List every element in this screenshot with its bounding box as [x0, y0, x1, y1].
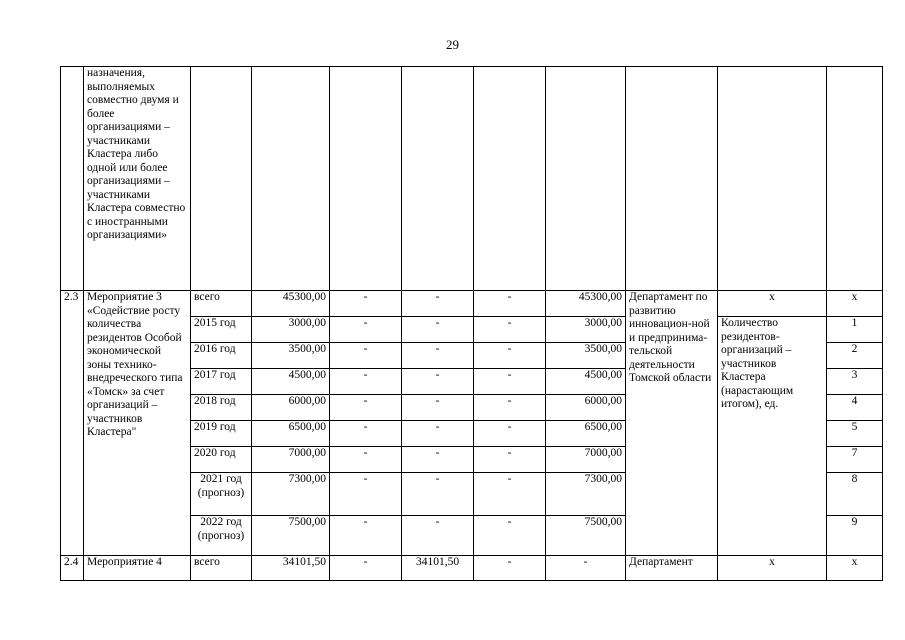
funding-cell: -	[474, 421, 546, 447]
period-cell: всего	[191, 556, 252, 581]
total-cell: 45300,00	[252, 291, 330, 317]
indicator-value: 1	[827, 317, 883, 343]
total-cell: 7000,00	[252, 447, 330, 473]
total-cell: 6000,00	[252, 395, 330, 421]
total-cell: 34101,50	[252, 556, 330, 581]
funding-cell: 6000,00	[546, 395, 626, 421]
row-number: 2.3	[61, 291, 84, 556]
funding-cell: -	[330, 369, 402, 395]
funding-cell: -	[330, 421, 402, 447]
funding-cell: -	[330, 556, 402, 581]
indicator-value: 9	[827, 516, 883, 556]
funding-cell: -	[330, 343, 402, 369]
value-x: х	[827, 556, 883, 581]
funding-cell: 4500,00	[546, 369, 626, 395]
continuation-text: назначения, выполняемых совместно двумя и более организациями – участниками Кластера либо одной или более организациями – участниками Кластера совместно с иностранными организациями»	[84, 67, 191, 291]
funding-cell: -	[474, 556, 546, 581]
responsible-cell: Департамент	[626, 556, 718, 581]
total-cell: 3500,00	[252, 343, 330, 369]
program-table	[60, 66, 883, 581]
funding-cell: -	[402, 395, 474, 421]
funding-cell: -	[474, 369, 546, 395]
period-cell: 2016 год	[191, 343, 252, 369]
indicator-x: х	[718, 556, 827, 581]
funding-cell: -	[402, 447, 474, 473]
period-cell: всего	[191, 291, 252, 317]
funding-cell: -	[402, 291, 474, 317]
total-cell: 4500,00	[252, 369, 330, 395]
funding-cell: 3000,00	[546, 317, 626, 343]
funding-cell: 7500,00	[546, 516, 626, 556]
period-cell: 2019 год	[191, 421, 252, 447]
funding-cell: -	[474, 317, 546, 343]
period-cell: 2017 год	[191, 369, 252, 395]
funding-cell: 34101,50	[402, 556, 474, 581]
funding-cell: 45300,00	[546, 291, 626, 317]
funding-cell: 6500,00	[546, 421, 626, 447]
funding-cell: -	[474, 395, 546, 421]
table-row	[61, 67, 883, 291]
funding-cell: -	[330, 516, 402, 556]
page-number: 29	[446, 37, 459, 52]
funding-cell: -	[402, 516, 474, 556]
funding-cell: -	[474, 343, 546, 369]
funding-cell: -	[402, 473, 474, 516]
funding-cell: 3500,00	[546, 343, 626, 369]
funding-cell: -	[474, 473, 546, 516]
total-cell: 6500,00	[252, 421, 330, 447]
row-number: 2.4	[61, 556, 84, 581]
indicator-cell: Количество резидентов-организаций – участников Кластера (нарастающим итогом), ед.	[718, 317, 827, 556]
table-row	[61, 291, 883, 317]
measure-title: Мероприятие 3 «Содействие росту количества резидентов Особой экономической зоны технико-внедреческого типа «Томск» за счет организаций – участников Кластера"	[84, 291, 191, 556]
funding-cell: -	[402, 343, 474, 369]
funding-cell: 7000,00	[546, 447, 626, 473]
period-cell: 2015 год	[191, 317, 252, 343]
funding-cell: -	[330, 317, 402, 343]
funding-cell: -	[330, 447, 402, 473]
period-cell: 2022 год (прогноз)	[191, 516, 252, 556]
period-cell: 2018 год	[191, 395, 252, 421]
table-row	[61, 556, 883, 581]
funding-cell: -	[474, 447, 546, 473]
indicator-value: 7	[827, 447, 883, 473]
measure-title: Мероприятие 4	[84, 556, 191, 581]
indicator-value: 2	[827, 343, 883, 369]
period-cell: 2021 год (прогноз)	[191, 473, 252, 516]
total-cell: 7300,00	[252, 473, 330, 516]
indicator-value: 5	[827, 421, 883, 447]
funding-cell: -	[402, 421, 474, 447]
funding-cell: -	[474, 291, 546, 317]
responsible-cell: Департамент по развитию инновацион-ной и предпринима-тельской деятельности Томской области	[626, 291, 718, 556]
period-cell: 2020 год	[191, 447, 252, 473]
funding-cell: -	[330, 291, 402, 317]
indicator-value: 3	[827, 369, 883, 395]
indicator-x: х	[718, 291, 827, 317]
indicator-value: 4	[827, 395, 883, 421]
funding-cell: -	[474, 516, 546, 556]
funding-cell: -	[402, 369, 474, 395]
funding-cell: -	[330, 473, 402, 516]
value-x: х	[827, 291, 883, 317]
total-cell: 7500,00	[252, 516, 330, 556]
funding-cell: 7300,00	[546, 473, 626, 516]
total-cell: 3000,00	[252, 317, 330, 343]
indicator-value: 8	[827, 473, 883, 516]
funding-cell: -	[546, 556, 626, 581]
funding-cell: -	[330, 395, 402, 421]
funding-cell: -	[402, 317, 474, 343]
